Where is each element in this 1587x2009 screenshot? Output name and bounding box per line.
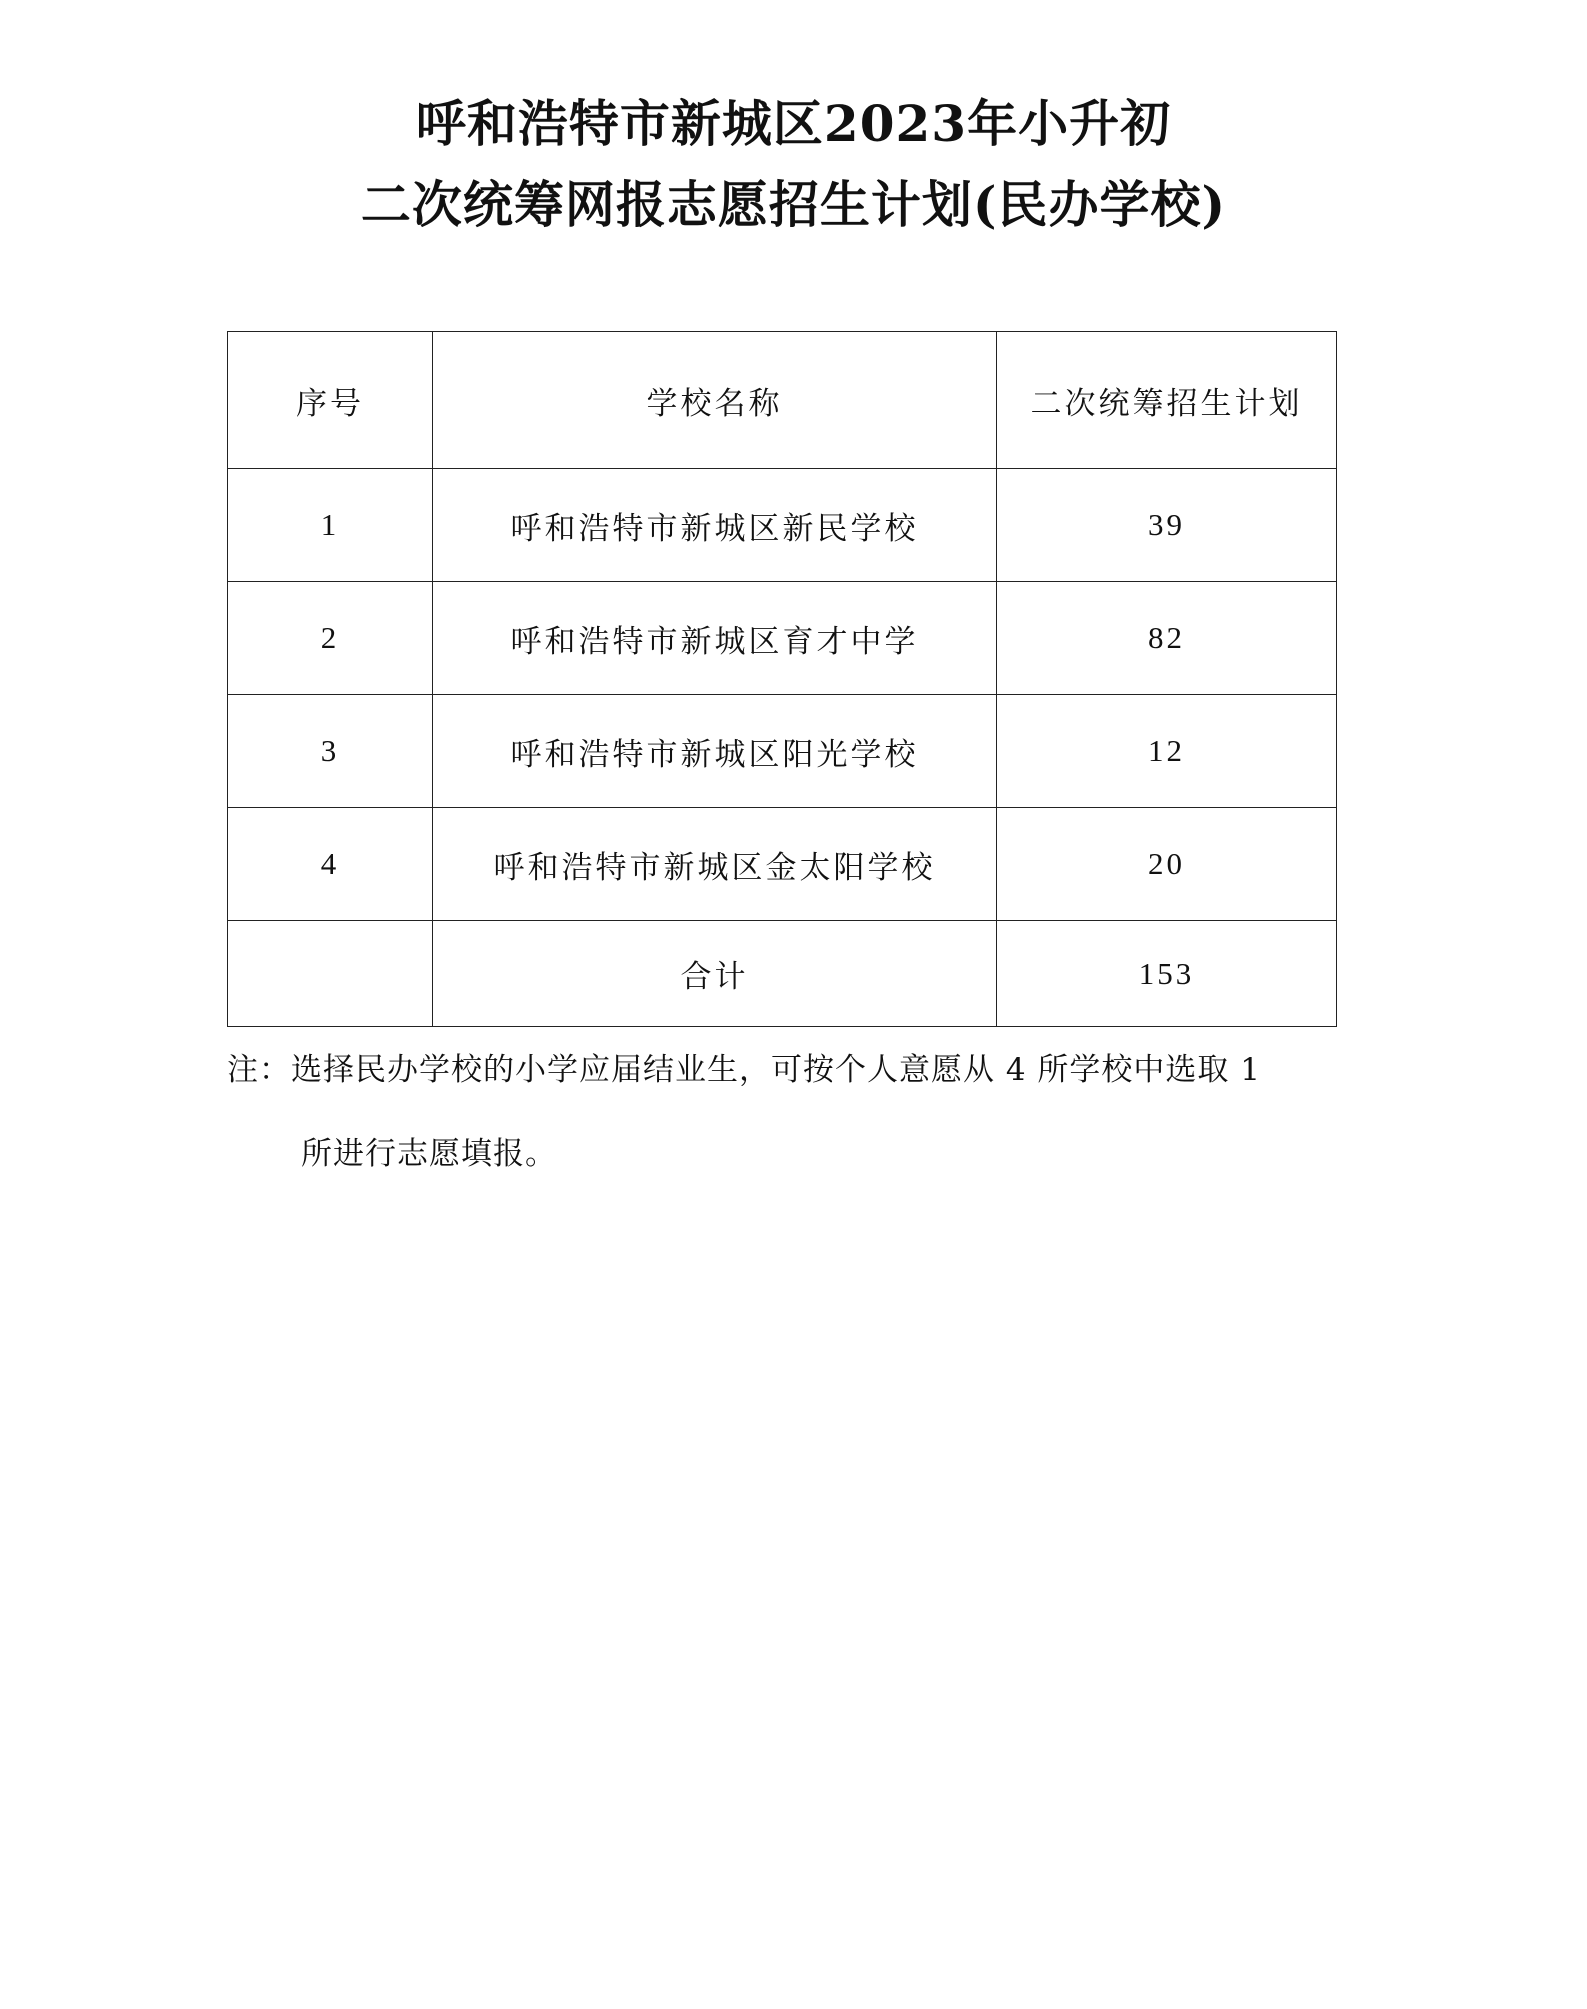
header-school-name: 学校名称 (433, 332, 997, 469)
total-label: 合计 (433, 921, 997, 1027)
table-row (228, 808, 1337, 921)
table-row (228, 695, 1337, 808)
enrollment-plan-table (227, 331, 1337, 1027)
header-enrollment-plan: 二次统筹招生计划 (997, 332, 1337, 469)
row-school-name: 呼和浩特市新城区阳光学校 (433, 695, 997, 808)
row-school-name: 呼和浩特市新城区金太阳学校 (433, 808, 997, 921)
table-header-row (228, 332, 1337, 469)
note-line-1: 注：选择民办学校的小学应届结业生，可按个人意愿从 4 所学校中选取 1 (227, 1052, 1262, 1088)
row-index: 2 (228, 582, 433, 695)
row-school-name: 呼和浩特市新城区新民学校 (433, 469, 997, 582)
note-line-2: 所进行志愿填报。 (301, 1136, 557, 1172)
document-title-line-1: 呼和浩特市新城区2023年小升初 (415, 94, 1172, 153)
row-plan-count: 12 (997, 695, 1337, 808)
row-index: 3 (228, 695, 433, 808)
total-value: 153 (997, 921, 1337, 1027)
header-index: 序号 (228, 332, 433, 469)
total-index-empty (228, 921, 433, 1027)
table-total-row (228, 921, 1337, 1027)
row-plan-count: 82 (997, 582, 1337, 695)
row-index: 4 (228, 808, 433, 921)
row-plan-count: 39 (997, 469, 1337, 582)
row-plan-count: 20 (997, 808, 1337, 921)
row-school-name: 呼和浩特市新城区育才中学 (433, 582, 997, 695)
document-title-line-2: 二次统筹网报志愿招生计划(民办学校) (360, 175, 1227, 234)
table-row (228, 582, 1337, 695)
table-row (228, 469, 1337, 582)
row-index: 1 (228, 469, 433, 582)
